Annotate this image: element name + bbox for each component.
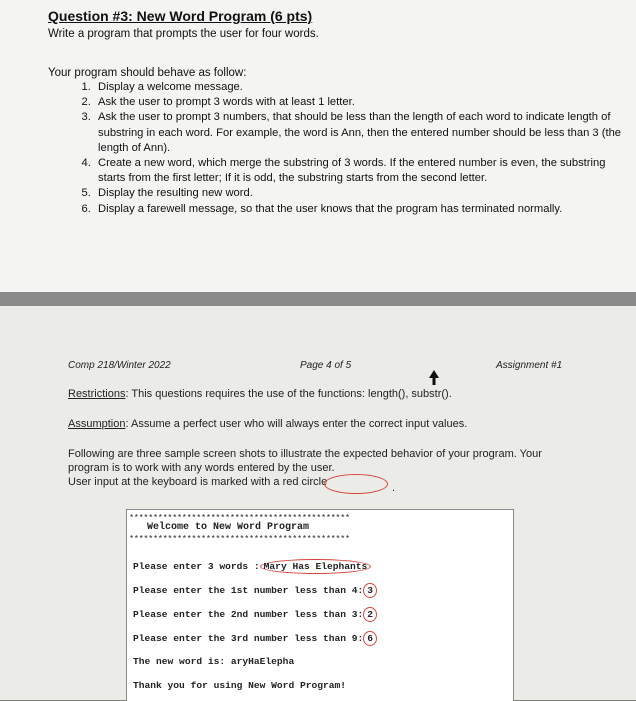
header-page-number: Page 4 of 5 <box>300 360 352 371</box>
red-circle-marker <box>324 474 388 494</box>
instructions-paragraph <box>68 447 568 489</box>
console-farewell: Thank you for using New Word Program! <box>133 680 347 691</box>
document-page-bottom <box>0 306 636 700</box>
console-row-n1 <box>133 583 377 598</box>
user-input-note: User input at the keyboard is marked with a red circle <box>68 476 328 488</box>
question-title: Question #3: New Word Program (6 pts) <box>48 8 313 24</box>
behavior-intro: Your program should behave as follow: <box>48 67 247 79</box>
mouse-cursor-icon <box>428 370 440 386</box>
assumption-line <box>68 418 467 430</box>
step-item: 4. Create a new word, which merge the substring of 3 words. If the entered number is even, the substring starts from the first letter; If it is odd, the substring starts from the second letter. <box>94 156 624 186</box>
prompt-number-2: Please enter the 2nd number less than 3: <box>133 609 364 620</box>
step-item: 1. Display a welcome message. <box>94 80 624 95</box>
input-number-1: 3 <box>363 583 377 598</box>
assumption-label: Assumption <box>68 418 126 430</box>
console-welcome: Welcome to New Word Program <box>147 522 310 533</box>
prompt-words: Please enter 3 words : <box>133 561 260 572</box>
step-item: 6. Display a farewell message, so that the user knows that the program has terminated normally. <box>94 202 624 217</box>
stars-bottom: ********************************************** <box>129 534 350 544</box>
header-course: Comp 218/Winter 2022 <box>68 360 171 371</box>
page-separator <box>0 292 636 306</box>
input-number-3: 6 <box>363 631 377 646</box>
following-text: Following are three sample screen shots to illustrate the expected behavior of your program. Your program is to work with any words entered by the user. <box>68 448 542 474</box>
console-row-n2 <box>133 607 377 622</box>
prompt-number-3: Please enter the 3rd number less than 9: <box>133 633 364 644</box>
console-row-n3 <box>133 631 377 646</box>
restrictions-label: Restrictions <box>68 388 126 400</box>
prompt-number-1: Please enter the 1st number less than 4: <box>133 585 364 596</box>
steps-list <box>52 80 624 217</box>
restrictions-text: : This questions requires the use of the functions: length(), substr(). <box>125 388 452 400</box>
console-result: The new word is: aryHaElepha <box>133 656 295 667</box>
document-page-top <box>0 0 636 292</box>
step-item: 5. Display the resulting new word. <box>94 186 624 201</box>
input-number-2: 2 <box>363 607 377 622</box>
assumption-text: : Assume a perfect user who will always enter the correct input values. <box>125 418 468 430</box>
input-words: Mary Has Elephants <box>260 559 372 574</box>
console-row-words <box>133 559 371 574</box>
restrictions-line <box>68 388 452 400</box>
step-item: 2. Ask the user to prompt 3 words with at least 1 letter. <box>94 95 624 110</box>
console-screenshot <box>126 509 514 701</box>
header-assignment: Assignment #1 <box>496 360 563 371</box>
question-subtitle: Write a program that prompts the user for four words. <box>48 28 319 40</box>
stars-top: ********************************************** <box>129 513 350 523</box>
step-item: 3. Ask the user to prompt 3 numbers, that should be less than the length of each word to indicate length of substring in each word. For example, the word is Ann, then the entered number should be less than 3 (the length of Ann). <box>94 110 624 156</box>
sentence-period: . <box>392 482 396 494</box>
